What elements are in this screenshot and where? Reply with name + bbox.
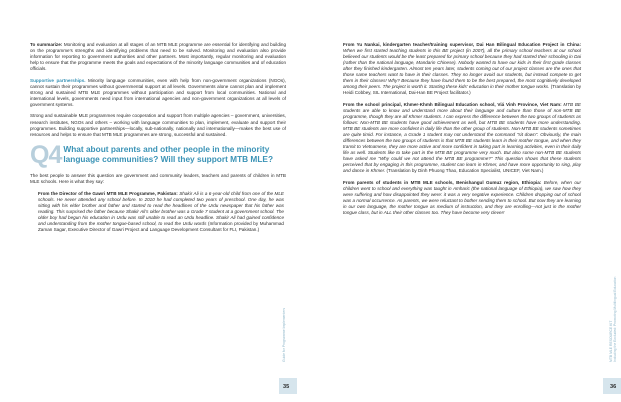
left-column	[30, 42, 286, 239]
quote-china	[343, 42, 581, 96]
quote-ethiopia-lead: From parents of students in MTB MLE schools, Benishangul Gumuz region, Ethiopia:	[343, 179, 542, 185]
partnerships-lead: Supportive partnerships.	[30, 77, 86, 83]
quote-pakistan-credit: (Information provided by Muhammad Zaman Sagar, Executive Director of Gawri Project and Language Development Consultant for FLI, Pakistan.)	[38, 220, 284, 233]
strong-paragraph: Strong and sustainable MLE programmes require cooperation and support from multiple agencies – government, universities, research institutes, NGOs and others – working with language communities to plan, implement, evaluate and support their programmes. Building supportive partnerships—locally, sub-nationally, nationally and internationally—makes the best use of resources and helps to ensure that MTB MLE programmes are strong, successful and sustained.	[30, 113, 286, 137]
right-column	[343, 42, 581, 222]
page-number-left: 35	[283, 384, 290, 390]
quote-pakistan	[38, 191, 284, 233]
question-title: What about parents and other people in the minority language communities? Will they support MTB MLE?	[63, 144, 274, 165]
side-label-right: MTB MLE RESOURCE KIT Including the Excluded: Promoting Multilingual Education	[609, 276, 617, 362]
question-number: Q4	[30, 141, 62, 170]
quote-vietnam-credit: (Translation by Dinh Phuong Thao, Education Specialist, UNICEF, Viet Nam.)	[386, 168, 544, 174]
partnerships-body: Minority language communities, even with help from non-government organizations (NGOs), cannot sustain their programmes without governmental support at all levels. Governments alone cannot plan and implement strong and sustained MTB MLE programmes without participation and support from local communities. National and international levels, governments need input from international agencies and non-government organizations at all levels of government systems.	[30, 77, 286, 107]
page-number-right: 36	[610, 384, 617, 390]
quote-china-credit: (Translation by Heidi Cobbey, SIL International, Dai-Han BE Project facilitator.)	[343, 84, 581, 96]
quote-ethiopia-body: Before, when our children went to school and everything was taught in Amharic (the national language of Ethiopia), we saw how they were suffering and how disappointed they were: it was a very negative experience. Children dropping out of school was a normal occurrence. As parents, we were reluctant to bother sending them to school. But now they are learning in our own language, the mother tongue as medium of instruction, and they are enrolling—not just in the mother tongue class, but in ALL their other classes too. They have become very clever!	[343, 179, 581, 216]
side-label-left: Guide for Programme Implementers	[282, 307, 286, 362]
partnerships-paragraph	[30, 78, 286, 108]
left-page	[0, 0, 300, 402]
question-intro: The best people to answer this question are government and community leaders, teachers and parents of children in MTB MLE schools. Here is what they say:	[30, 173, 286, 185]
question-heading	[30, 143, 286, 168]
quote-vietnam-lead: From the school principal, Khmer-Khmh Bilingual Education school, Viá Vinh Province, Viet Nam:	[343, 101, 562, 107]
summary-paragraph	[30, 42, 286, 72]
summary-lead: To summarize:	[30, 42, 63, 47]
quote-ethiopia	[343, 180, 581, 216]
quote-pakistan-lead: From the Director of the Gawri MTB MLE Programme, Pakistan:	[38, 190, 178, 196]
quote-china-lead: From Yu Nankai, kindergarten teacher/training supervisor, Dai Han Bilingual Education Project in China:	[343, 42, 581, 47]
quote-vietnam	[343, 102, 581, 175]
summary-body: Monitoring and evaluation at all stages of an MTB MLE programme are essential for identifying and building on the programme's strengths and identifying problems that need to be solved. Monitoring and evaluation also provide information for reporting to government authorities and other partners. Most importantly, regular monitoring and evaluation help to ensure that the programme meets the goals and expectations of the minority language communities and of education officials.	[30, 42, 287, 72]
quote-china-body: When we first started teaching students in this BE project (in 2007), all the primary school teachers at our school believed our students would be the least prepared for primary school because they had started their schooling in Dai (rather than the national language, Mandarin Chinese). Nobody wanted to have our kids in their first grade classes after they finished kindergarten. Almost ten years later, students coming out of our project classes are the ones that those same teachers want to have in their classes. They no longer avoid our students, but instead compete to get them in their classes! Why? Because they have found them to be the best prepared, the most cognitively developed among their peers. The project is worth it. Starting these kids' education in their mother tongue works.	[343, 48, 581, 90]
quote-vietnam-body: MTB BE students are able to know and understand more about their language and culture than those of non-MTB BE programme, though they are all Khmer students. I can express the difference between the two groups of students as follows: Non-MTB BE students have good achievement as well, but MTB BE students have more understanding. MTB BE students are more confident in daily life than the other group of students. Non-MTB BE students sometimes are quite timid. For instance, a Grade 1 student may not understand the command "sit down". Obviously, the main differences between the two groups of students is that MTB BE students learn in their mother tongue, and when they transit to Vietnamese, they are more active and more confident in taking part in learning activities, even in their daily life as well. Students like to take part in the MTB BE programme very much. But also some non-MTB BE students have asked me "Why could we not attend the MTB BE programme?" This question shows that these students perceived that by engaging in this programme, student can learn in Khmer, and have more opportunity to sing, play and dance in Khmer.	[343, 101, 581, 174]
quote-pakistan-body: Shakir Ali is a 6-year-old child from one of the MLE schools. He never attended any school before. In 2010 he had completed two years of preschool. One day, he was sitting with his elder brother and father and started to read the headlines of the Urdu newspaper that his father was reading. This surprised the father because Shakir Ali's older brother was a Grade 7 student at a government school. The older boy had begun his education in Urdu was still unable to read an Urdu headline. Shakir Ali had gained confidence and understanding from the mother tongue-based school, to read the Urdu words	[38, 190, 284, 226]
